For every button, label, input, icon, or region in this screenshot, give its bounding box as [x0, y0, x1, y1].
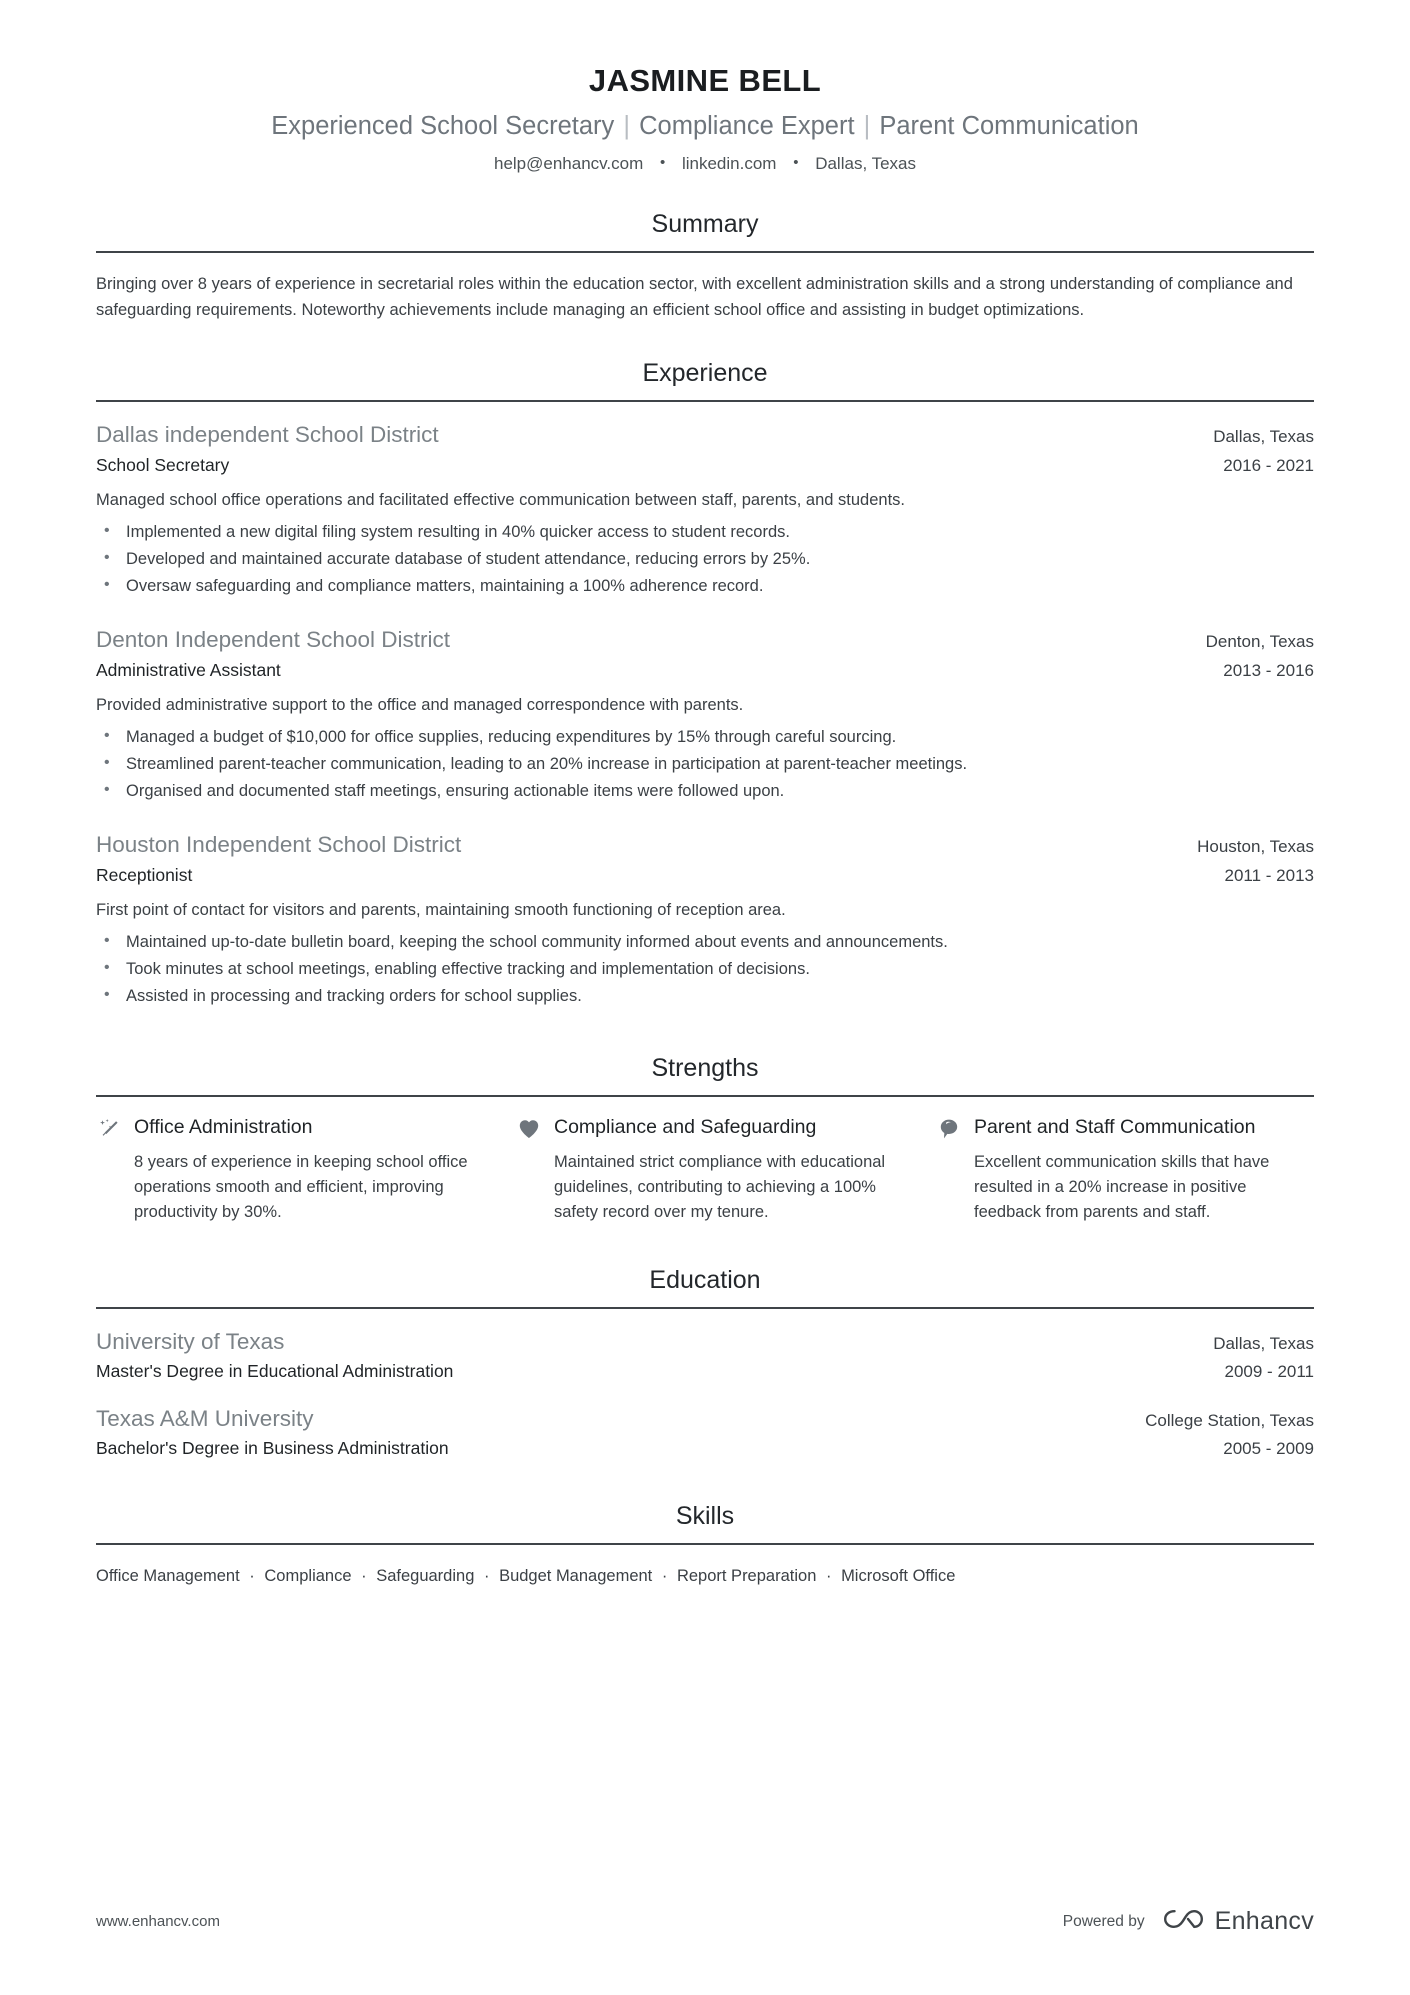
strength-item [96, 1115, 516, 1224]
strength-description: 8 years of experience in keeping school office operations smooth and efficient, improving productivity by 30%. [134, 1153, 468, 1221]
entry-description: First point of contact for visitors and parents, maintaining smooth functioning of reception area. [96, 901, 786, 920]
bullet-item: • Streamlined parent-teacher communication, leading to an 20% increase in participation at parent-teacher meetings. [96, 751, 1314, 778]
section-summary [96, 209, 1314, 324]
entry-bullets [96, 724, 1314, 804]
strengths-title: Strengths [651, 1054, 759, 1083]
strengths-body [96, 1097, 1314, 1224]
entry-description: Managed school office operations and facilitated effective communication between staff, parents, and students. [96, 491, 906, 510]
skill-item: Budget Management [499, 1566, 653, 1585]
entry-location: Dallas, Texas [1213, 427, 1314, 447]
strength-description: Maintained strict compliance with educational guidelines, contributing to achieving a 100% safety record over my tenure. [554, 1153, 886, 1221]
skill-separator: · [361, 1566, 367, 1585]
entry-organization: Denton Independent School District [96, 627, 450, 653]
section-education [96, 1265, 1314, 1461]
entry-organization: Texas A&M University [96, 1405, 314, 1431]
bullet-item: • Maintained up-to-date bulletin board, keeping the school community informed about events and announcements. [96, 929, 1314, 956]
powered-by-label: Powered by [1062, 1912, 1145, 1930]
summary-body [96, 253, 1314, 324]
entry-bullets [96, 519, 1314, 599]
entry-header [96, 625, 1314, 655]
entry-subheader [96, 453, 1314, 478]
entry-dates: 2013 - 2016 [1223, 660, 1314, 680]
entry-degree: Master's Degree in Educational Administration [96, 1361, 454, 1382]
skills-body [96, 1545, 1314, 1589]
entry-organization: Houston Independent School District [96, 832, 462, 858]
footer-brand-area [1063, 1906, 1314, 1937]
entry-dates: 2011 - 2013 [1224, 865, 1314, 885]
skill-item: Compliance [264, 1566, 352, 1585]
entry-dates: 2016 - 2021 [1223, 455, 1314, 475]
summary-title: Summary [651, 209, 759, 238]
contact-separator-1: • [659, 153, 666, 171]
education-entry [96, 1404, 1314, 1461]
enhancv-brand-name: Enhancv [1214, 1907, 1314, 1935]
headline-separator-1: | [623, 111, 631, 140]
contact-separator-2: • [793, 153, 799, 171]
entry-header [96, 1327, 1314, 1357]
entry-dates: 2005 - 2009 [1223, 1439, 1314, 1459]
strength-title: Parent and Staff Communication [974, 1116, 1256, 1139]
enhancv-mark-icon [1161, 1906, 1205, 1937]
section-strengths [96, 1053, 1314, 1224]
entry-description: Provided administrative support to the office and managed correspondence with parents. [96, 696, 744, 715]
entry-dates: 2009 - 2011 [1224, 1362, 1314, 1382]
headline-part-1: Experienced School Secretary [271, 111, 615, 140]
skill-separator: · [825, 1566, 832, 1585]
strength-title: Office Administration [134, 1116, 313, 1139]
entry-header [96, 1404, 1314, 1434]
skill-separator: · [249, 1566, 255, 1585]
contact-line [96, 153, 1314, 175]
headline-separator-2: | [863, 111, 871, 140]
contact-linkedin[interactable]: linkedin.com [681, 153, 777, 173]
skill-item: Report Preparation [676, 1566, 817, 1585]
strength-header [936, 1115, 1314, 1142]
bullet-item: • Assisted in processing and tracking orders for school supplies. [96, 983, 1314, 1010]
entry-subheader [96, 863, 1314, 888]
magic-wand-icon [96, 1116, 122, 1142]
bullet-item: • Managed a budget of $10,000 for office supplies, reducing expenditures by 15% through careful sourcing. [96, 724, 1314, 751]
strength-description: Excellent communication skills that have resulted in a 20% increase in positive feedback from parents and staff. [974, 1153, 1270, 1221]
entry-location: College Station, Texas [1145, 1410, 1314, 1430]
strength-item [936, 1115, 1314, 1224]
bullet-item: • Developed and maintained accurate database of student attendance, reducing errors by 25%. [96, 546, 1314, 573]
skill-item: Safeguarding [376, 1566, 475, 1585]
entry-degree: Bachelor's Degree in Business Administration [96, 1438, 449, 1459]
resume-header [96, 0, 1314, 175]
bullet-item: • Implemented a new digital filing system resulting in 40% quicker access to student records. [96, 519, 1314, 546]
entry-role: Receptionist [96, 864, 193, 885]
strength-header [516, 1115, 894, 1142]
skill-item: Microsoft Office [841, 1566, 956, 1585]
entry-role: Administrative Assistant [96, 659, 281, 680]
skills-list [96, 1563, 1314, 1589]
entry-location: Denton, Texas [1205, 632, 1314, 652]
heart-icon [516, 1116, 542, 1142]
page-footer [96, 1906, 1314, 1937]
strength-item [516, 1115, 936, 1224]
candidate-headline [96, 111, 1314, 143]
entry-subheader [96, 1359, 1314, 1384]
candidate-name: JASMINE BELL [588, 63, 822, 98]
experience-body [96, 402, 1314, 1009]
education-entry [96, 1327, 1314, 1384]
education-body [96, 1309, 1314, 1461]
skill-separator: · [483, 1566, 490, 1585]
entry-organization: Dallas independent School District [96, 422, 439, 448]
entry-location: Dallas, Texas [1213, 1333, 1314, 1353]
section-skills [96, 1501, 1314, 1589]
entry-subheader [96, 1436, 1314, 1461]
summary-text: Bringing over 8 years of experience in secretarial roles within the education sector, with excellent administration skills and a strong understanding of compliance and safeguarding requirements. Noteworthy achievements include managing an efficient school office and assisting in budget optimizations. [96, 274, 1293, 320]
experience-entry [96, 830, 1314, 1009]
entry-role: School Secretary [96, 454, 230, 475]
entry-subheader [96, 658, 1314, 683]
entry-header [96, 830, 1314, 860]
contact-location: Dallas, Texas [815, 153, 916, 173]
bullet-item: • Oversaw safeguarding and compliance matters, maintaining a 100% adherence record. [96, 573, 1314, 600]
bullet-item: • Took minutes at school meetings, enabling effective tracking and implementation of decisions. [96, 956, 1314, 983]
contact-email[interactable]: help@enhancv.com [493, 153, 644, 173]
skill-item: Office Management [96, 1566, 240, 1585]
strength-header [96, 1115, 474, 1142]
headline-part-3: Parent Communication [879, 111, 1139, 140]
strength-title: Compliance and Safeguarding [554, 1116, 817, 1139]
entry-bullets [96, 929, 1314, 1009]
footer-website-url[interactable]: www.enhancv.com [96, 1913, 220, 1930]
experience-entry [96, 420, 1314, 599]
experience-title: Experience [642, 359, 768, 388]
speech-bubble-icon [936, 1116, 962, 1142]
skills-title: Skills [675, 1501, 735, 1530]
experience-entry [96, 625, 1314, 804]
headline-part-2: Compliance Expert [639, 111, 855, 140]
bullet-item: • Organised and documented staff meetings, ensuring actionable items were followed upon. [96, 778, 1314, 805]
entry-location: Houston, Texas [1197, 837, 1314, 857]
education-title: Education [649, 1265, 761, 1294]
entry-organization: University of Texas [96, 1328, 285, 1354]
strengths-grid [96, 1115, 1314, 1224]
section-experience [96, 358, 1314, 1009]
enhancv-logo [1161, 1906, 1314, 1937]
skill-separator: · [661, 1566, 668, 1585]
entry-header [96, 420, 1314, 450]
